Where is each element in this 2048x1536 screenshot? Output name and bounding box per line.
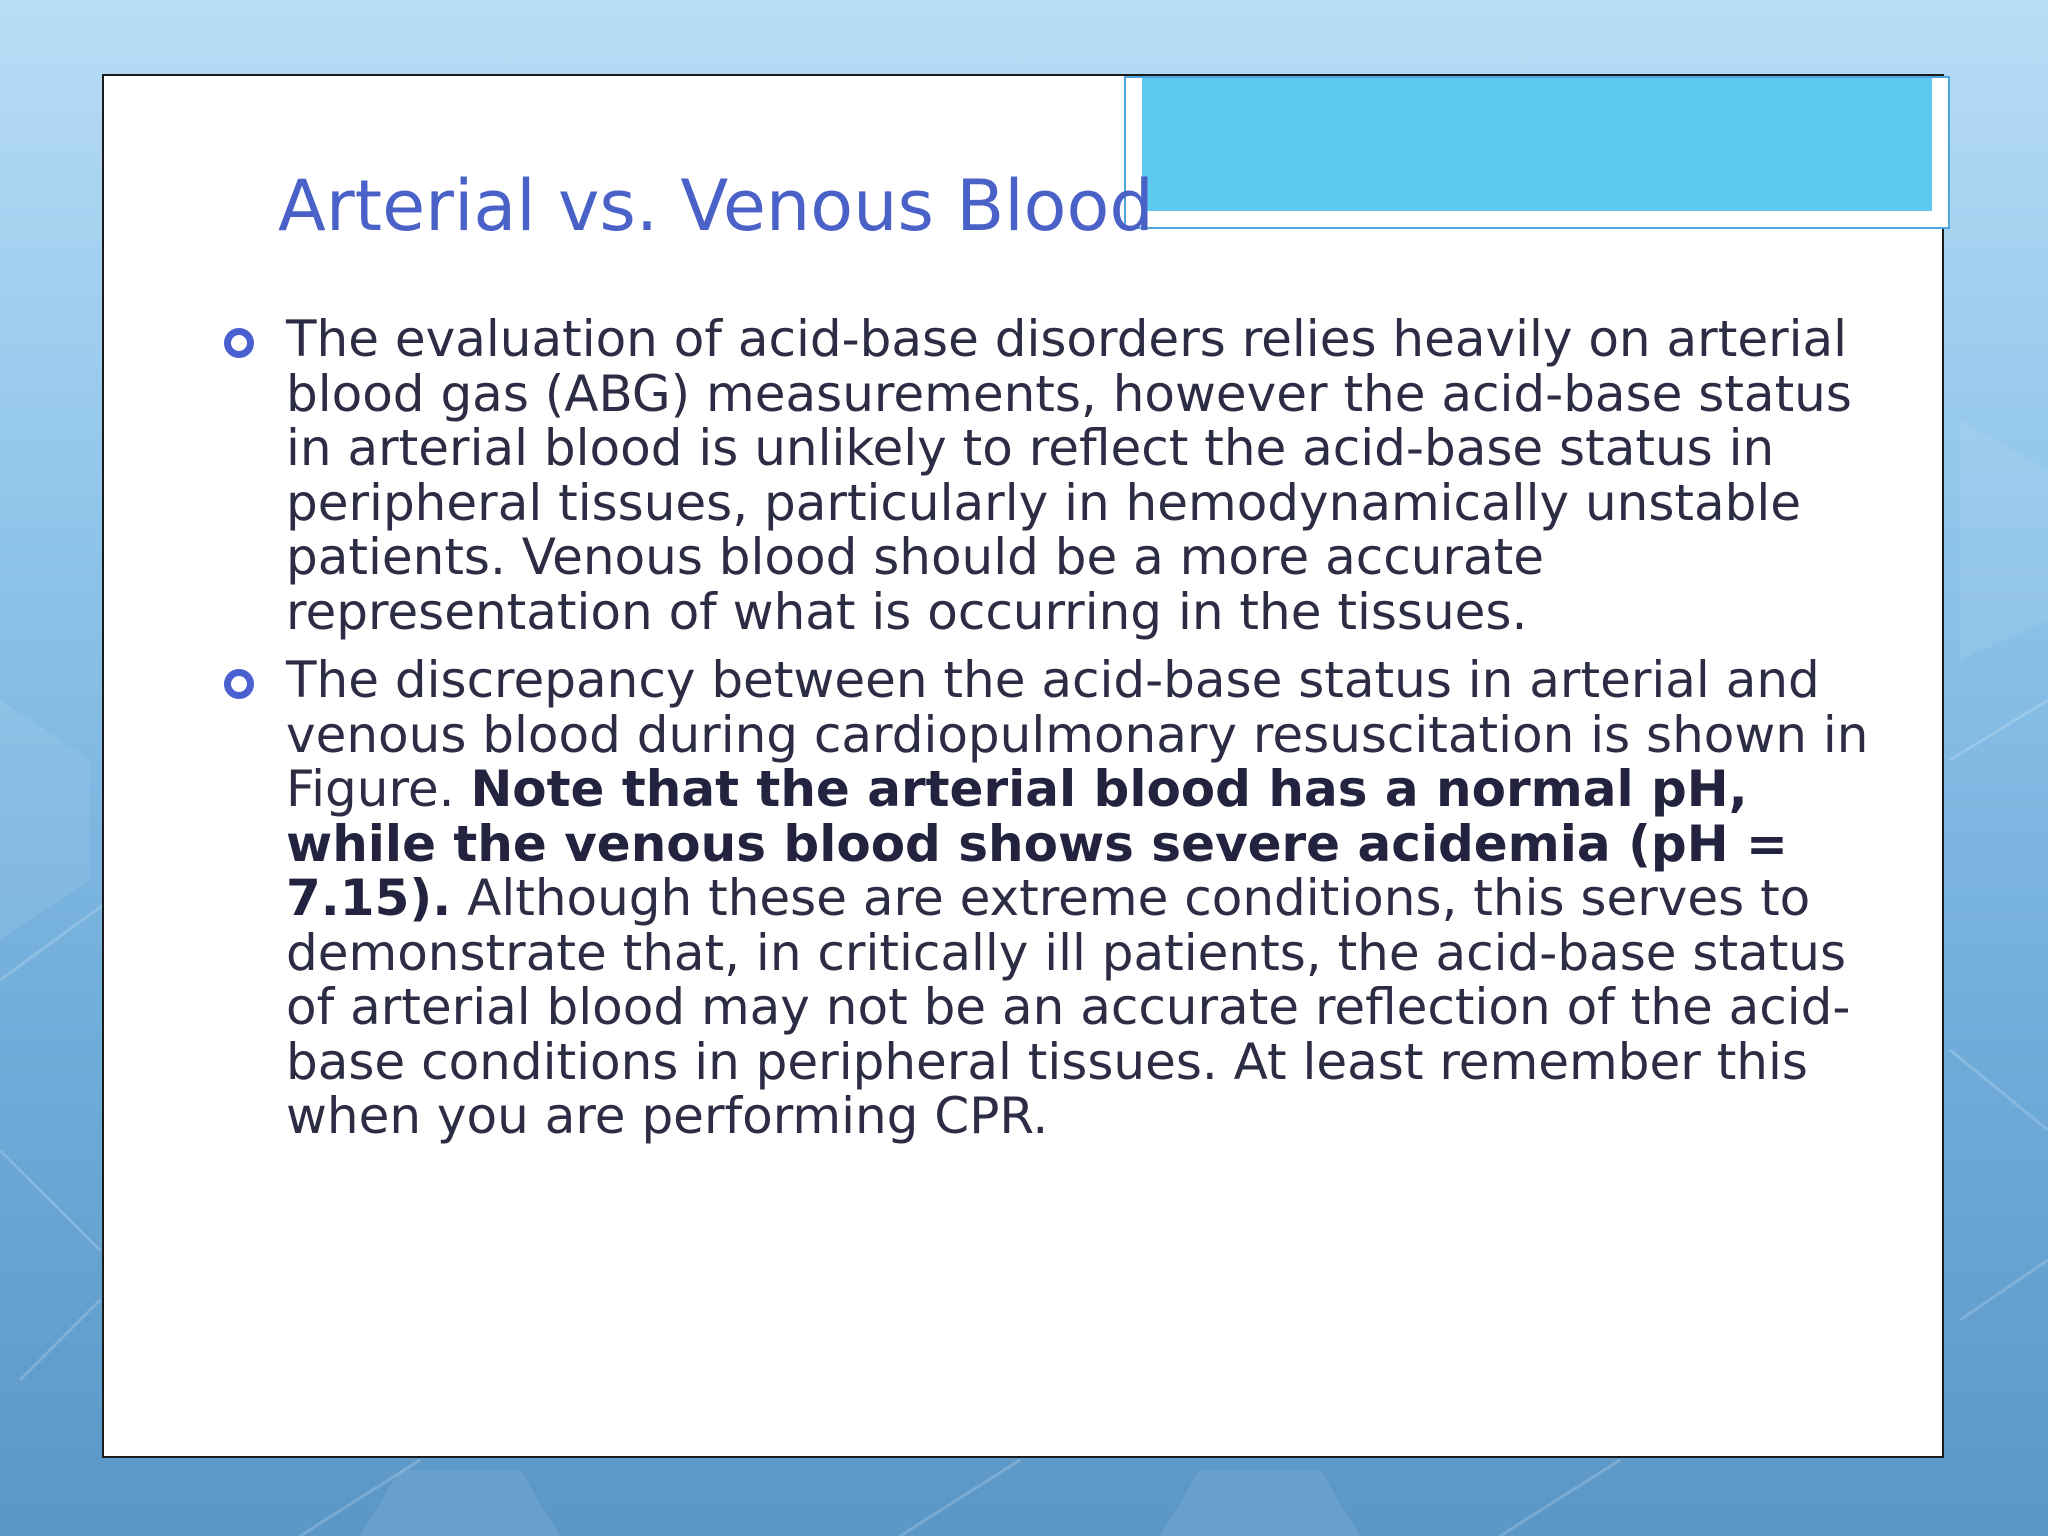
title-accent-fill [1142, 78, 1932, 211]
ring-bullet-icon [224, 328, 254, 358]
bullet-list [214, 312, 1874, 1158]
bullet-text: The evaluation of acid-base disorders relies heavily on arterial blood gas (ABG) measurements, however the acid-base status in arterial blood is unlikely to reflect the acid-base status in peripheral tissues, particularly in hemodynamically unstable patients. Venous blood should be a more accurate representation of what is occurring in the tissues. [286, 310, 1852, 641]
slide-title: Arterial vs. Venous Blood [278, 165, 1154, 247]
bullet-text-before: The discrepancy between the acid-base status in arterial and venous blood during cardiopulmonary resuscitation is shown in Figure. [286, 651, 1869, 818]
bullet-item [214, 312, 1874, 639]
ring-bullet-icon [224, 669, 254, 699]
title-accent-box [1124, 76, 1950, 229]
bullet-text-after: Although these are extreme conditions, this serves to demonstrate that, in critically ill patients, the acid-base status of arterial blood may not be an accurate reflection of the acid-base conditions in peripheral tissues. At least remember this when you are performing CPR. [286, 869, 1851, 1145]
bullet-text-bold: Note that the arterial blood has a normal pH, while the venous blood shows severe acidemia (pH = 7.15). [286, 760, 1788, 927]
bullet-item [214, 653, 1874, 1144]
